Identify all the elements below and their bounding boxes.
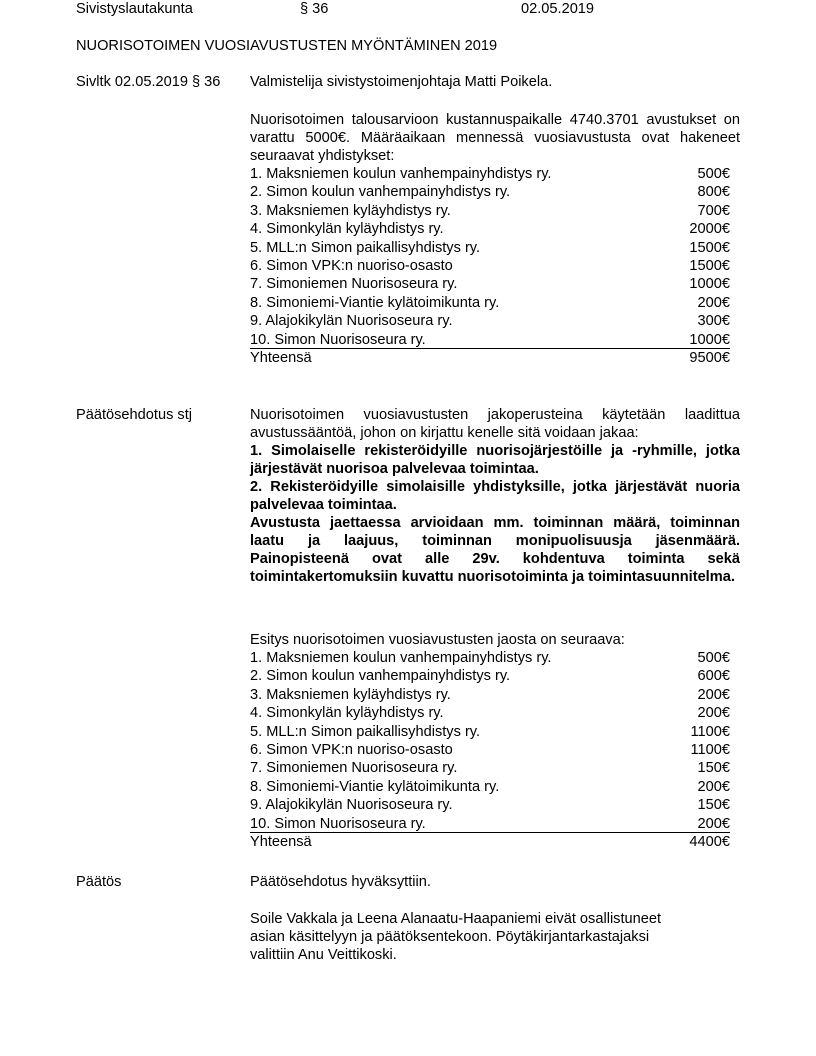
decision-note-line: Soile Vakkala ja Leena Alanaatu-Haapaniemi eivät osallistuneet <box>250 911 662 927</box>
proposal-rule-1: 1. Simolaiselle rekisteröidyille nuorisojärjestöille ja -ryhmille, jotka järjestävät nuorisoa palvelevaa toimintaa. <box>250 443 740 477</box>
applicant-name: 6. Simon VPK:n nuoriso-osasto <box>250 257 453 274</box>
list-item <box>250 239 730 257</box>
grant-amount: 200€ <box>697 778 730 795</box>
applied-amount: 2000€ <box>689 221 730 238</box>
grantee-name: 9. Alajokikylän Nuorisoseura ry. <box>250 797 453 814</box>
decision-note-line: asian käsittelyyn ja päätöksentekoon. Pöytäkirjantarkastajaksi <box>250 929 650 945</box>
applications-list <box>250 165 740 367</box>
proposal-rule-2: 2. Rekisteröidyille simolaisille yhdistyksille, jotka järjestävät nuoria palvelevaa toimintaa. <box>250 479 740 513</box>
proposal-section <box>250 406 740 586</box>
grantee-name: 2. Simon koulun vanhempainyhdistys ry. <box>250 668 511 685</box>
list-item <box>250 649 730 667</box>
list-item <box>250 796 730 814</box>
applicant-name: 9. Alajokikylän Nuorisoseura ry. <box>250 313 453 330</box>
list-item <box>250 667 730 685</box>
header-section: § 36 <box>300 1 329 17</box>
list-item <box>250 220 730 238</box>
grant-amount: 1100€ <box>690 741 730 758</box>
grantee-name: 10. Simon Nuorisoseura ry. <box>250 815 426 832</box>
applied-amount: 700€ <box>697 202 730 219</box>
grant-amount: 200€ <box>697 705 730 722</box>
grant-amount: 500€ <box>697 650 730 666</box>
applicant-name: 8. Simoniemi-Viantie kylätoimikunta ry. <box>250 294 500 311</box>
grant-amount: 600€ <box>697 668 730 685</box>
grantee-name: 1. Maksniemen koulun vanhempainyhdistys ry. <box>250 650 552 666</box>
applied-amount: 800€ <box>697 184 730 201</box>
list-item <box>250 257 730 275</box>
applied-amount: 1500€ <box>689 239 730 256</box>
applied-amount: 200€ <box>697 294 730 311</box>
total-amount: 4400€ <box>689 833 730 850</box>
applied-amount: 300€ <box>697 313 730 330</box>
preparer-text: Valmistelija sivistystoimenjohtaja Matti Poikela. <box>250 74 553 90</box>
grant-amount: 1100€ <box>690 723 730 740</box>
grants-list <box>250 649 740 851</box>
total-row <box>250 349 730 367</box>
grant-amount: 200€ <box>697 815 730 832</box>
list-item <box>250 294 730 312</box>
header-date: 02.05.2019 <box>521 1 595 17</box>
total-label: Yhteensä <box>250 349 312 366</box>
total-label: Yhteensä <box>250 833 312 850</box>
applications-section <box>250 111 740 367</box>
grants-intro: Esitys nuorisotoimen vuosiavustusten jaosta on seuraava: <box>250 632 625 648</box>
list-item <box>250 704 730 722</box>
list-item <box>250 686 730 704</box>
list-item <box>250 778 730 796</box>
list-item <box>250 183 730 201</box>
list-item <box>250 275 730 293</box>
applied-amount: 500€ <box>697 166 730 182</box>
header-body: Sivistyslautakunta <box>76 1 193 17</box>
grantee-name: 5. MLL:n Simon paikallisyhdistys ry. <box>250 723 481 740</box>
total-row <box>250 833 730 851</box>
decision-text: Päätösehdotus hyväksyttiin. <box>250 874 431 890</box>
proposal-label: Päätösehdotus stj <box>76 407 193 423</box>
decision-note-line: valittiin Anu Veittikoski. <box>250 947 397 963</box>
applied-amount: 1500€ <box>689 257 730 274</box>
grantee-name: 3. Maksniemen kyläyhdistys ry. <box>250 686 451 703</box>
applicant-name: 4. Simonkylän kyläyhdistys ry. <box>250 221 444 238</box>
grantee-name: 6. Simon VPK:n nuoriso-osasto <box>250 741 453 758</box>
budget-paragraph: Nuorisotoimen talousarvioon kustannuspaikalle 4740.3701 avustukset on varattu 5000€. Määräaikaan mennessä vuosiavustusta ovat hakeneet seuraavat yhdistykset: <box>250 112 740 164</box>
list-item <box>250 165 730 183</box>
grant-amount: 200€ <box>697 686 730 703</box>
list-item <box>250 741 730 759</box>
applicant-name: 1. Maksniemen koulun vanhempainyhdistys ry. <box>250 166 552 182</box>
grants-section <box>250 631 740 851</box>
applied-amount: 1000€ <box>689 276 730 293</box>
list-item <box>250 723 730 741</box>
proposal-criteria: Avustusta jaettaessa arvioidaan mm. toiminnan määrä, toiminnan laatu ja laajuus, toiminnan monipuolisuusja jäsenmäärä. Painopisteenä ovat alle 29v. kohdentuva toiminta sekä toimintakertomuksiin kuvattu nuorisotoiminta ja toimintasuunnitelma. <box>250 515 740 585</box>
list-item <box>250 312 730 330</box>
list-item <box>250 202 730 220</box>
grantee-name: 4. Simonkylän kyläyhdistys ry. <box>250 705 444 722</box>
list-item <box>250 331 730 349</box>
total-amount: 9500€ <box>689 349 730 366</box>
grant-amount: 150€ <box>697 760 730 777</box>
proposal-intro: Nuorisotoimen vuosiavustusten jakoperusteina käytetään laadittua avustussääntöä, johon on kirjattu kenelle sitä voidaan jakaa: <box>250 407 740 441</box>
applicant-name: 10. Simon Nuorisoseura ry. <box>250 331 426 348</box>
applicant-name: 3. Maksniemen kyläyhdistys ry. <box>250 202 451 219</box>
list-item <box>250 759 730 777</box>
grant-amount: 150€ <box>697 797 730 814</box>
applicant-name: 2. Simon koulun vanhempainyhdistys ry. <box>250 184 511 201</box>
grantee-name: 8. Simoniemi-Viantie kylätoimikunta ry. <box>250 778 500 795</box>
meeting-reference: Sivltk 02.05.2019 § 36 <box>76 74 221 90</box>
grantee-name: 7. Simoniemen Nuorisoseura ry. <box>250 760 458 777</box>
list-item <box>250 815 730 833</box>
applicant-name: 7. Simoniemen Nuorisoseura ry. <box>250 276 458 293</box>
applied-amount: 1000€ <box>689 331 730 348</box>
document-title: NUORISOTOIMEN VUOSIAVUSTUSTEN MYÖNTÄMINEN 2019 <box>76 38 498 54</box>
decision-note <box>250 910 740 964</box>
decision-label: Päätös <box>76 874 122 890</box>
applicant-name: 5. MLL:n Simon paikallisyhdistys ry. <box>250 239 481 256</box>
